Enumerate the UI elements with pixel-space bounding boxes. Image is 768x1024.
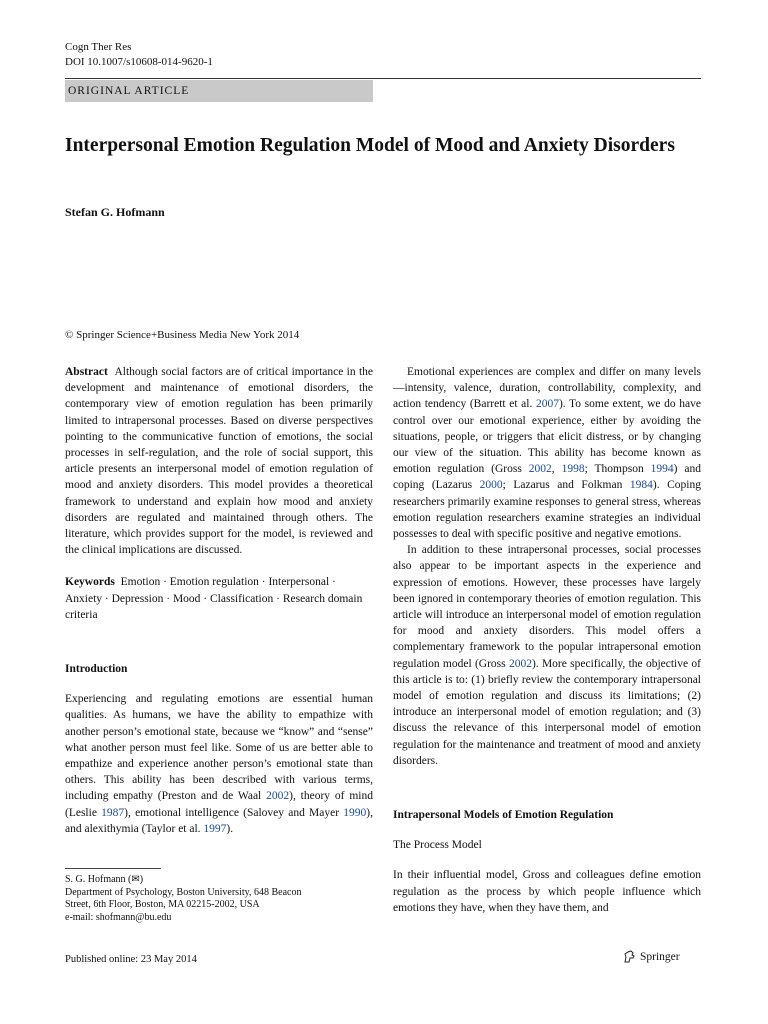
- published-date: Published online: 23 May 2014: [65, 954, 197, 965]
- citation-link[interactable]: 1990: [343, 806, 367, 819]
- footnote-line2: Street, 6th Floor, Boston, MA 02215-2002, USA: [65, 899, 260, 911]
- intro-paragraph: Experiencing and regulating emotions are essential human qualities. As humans, we have the ability to empathize with another person’s emotional state, because we “know” and “sense” what another person must feel like. Some of us are better able to empathize and experience another person’s emotional state than others. This ability has been described with various terms, including empathy (Preston and de Waal 2002), theory of mind (Leslie 1987), emotional intelligence (Salovey and Mayer 1990), and alexithymia (Taylor et al. 1997).: [65, 693, 373, 835]
- subsection-heading: The Process Model: [393, 839, 482, 852]
- doi: DOI 10.1007/s10608-014-9620-1: [65, 56, 213, 68]
- journal-name: Cogn Ther Res: [65, 41, 132, 53]
- citation-link[interactable]: 1997: [203, 822, 227, 835]
- left-column: [65, 364, 373, 837]
- keywords: [65, 574, 373, 623]
- right-column: [393, 364, 701, 916]
- citation-link[interactable]: 1994: [650, 463, 674, 476]
- springer-horse-icon: [622, 950, 636, 964]
- citation-link[interactable]: 2000: [479, 479, 503, 492]
- body-paragraph-2: In addition to these intrapersonal processes, social processes also appear to be important aspects in the experience and expression of emotions. However, these processes have largely been ignored in contemporary theories of emotion regulation. This article will introduce an interpersonal model of emotion regulation for mood and anxiety disorders. This model offers a complementary framework to the popular intrapersonal emotion regulation model (Gross 2002). More specifically, the objective of this article is to: (1) briefly review the contemporary intrapersonal model of emotion regulation and discuss its limitations; (2) introduce an interpersonal model of emotion regulation; and (3) discuss the relevance of this interpersonal model of emotion regulation for the maintenance and treatment of mood and anxiety disorders.: [393, 544, 701, 767]
- footnote-rule: [65, 868, 161, 869]
- body-paragraph-3: In their influential model, Gross and colleagues define emotion regulation as the process by which people influence which emotions they have, when they have them, and: [393, 869, 701, 914]
- author-footnote: [65, 874, 373, 924]
- citation-link[interactable]: 2002: [508, 657, 532, 670]
- introduction-heading: Introduction: [65, 663, 128, 676]
- footnote-name: S. G. Hofmann (✉): [65, 874, 144, 885]
- citation-link[interactable]: 2007: [535, 398, 559, 411]
- citation-link[interactable]: 1987: [101, 806, 125, 819]
- citation-link[interactable]: 2002: [266, 790, 290, 803]
- publisher-name: Springer: [640, 951, 680, 963]
- author: Stefan G. Hofmann: [65, 205, 165, 219]
- article-type-badge: ORIGINAL ARTICLE: [65, 80, 373, 102]
- journal-header: [65, 40, 213, 70]
- copyright: © Springer Science+Business Media New York 2014: [65, 329, 300, 341]
- section-heading: Intrapersonal Models of Emotion Regulation: [393, 809, 614, 822]
- body-paragraph-1: Emotional experiences are complex and differ on many levels—intensity, valence, duration, controllability, complexity, and action tendency (Barrett et al. 2007). To some extent, we do have control over our emotional experience, either by avoiding the situations, people, or triggers that elicit distress, or by changing our view of the situation. This ability has become known as emotion regulation (Gross 2002, 1998; Thompson 1994) and coping (Lazarus 2000; Lazarus and Folkman 1984). Coping researchers primarily examine responses to general stress, whereas emotion regulation researchers examine strategies an individual possesses to deal with specific positive and negative emotions.: [393, 366, 702, 541]
- footnote-line1: Department of Psychology, Boston University, 648 Beacon: [65, 886, 302, 898]
- citation-link[interactable]: 1984: [629, 479, 653, 492]
- citation-link[interactable]: 2002: [528, 463, 552, 476]
- publisher-logo: [622, 950, 680, 964]
- header-rule: [65, 78, 701, 79]
- keywords-label: Keywords: [65, 576, 115, 589]
- abstract-label: Abstract: [65, 366, 108, 378]
- abstract: [65, 364, 373, 558]
- article-title: Interpersonal Emotion Regulation Model of Mood and Anxiety Disorders: [65, 135, 675, 156]
- keywords-text: Emotion · Emotion regulation · Interpersonal · Anxiety · Depression · Mood · Classification · Research domain criteria: [65, 576, 363, 621]
- footnote-email[interactable]: e-mail: shofmann@bu.edu: [65, 911, 172, 923]
- abstract-text: Although social factors are of critical importance in the development and maintenance of emotional disorders, the contemporary view of emotion regulation has been primarily limited to intrapersonal processes. Based on diverse perspectives pointing to the communicative function of emotions, the social processes in self-regulation, and the role of social support, this article presents an interpersonal model of emotion regulation of mood and anxiety disorders. This model provides a theoretical framework to understand and explain how mood and anxiety disorders are regulated and maintained through others. The literature, which provides support for the model, is reviewed and the clinical implications are discussed.: [65, 366, 374, 557]
- citation-link[interactable]: 1998: [561, 463, 585, 476]
